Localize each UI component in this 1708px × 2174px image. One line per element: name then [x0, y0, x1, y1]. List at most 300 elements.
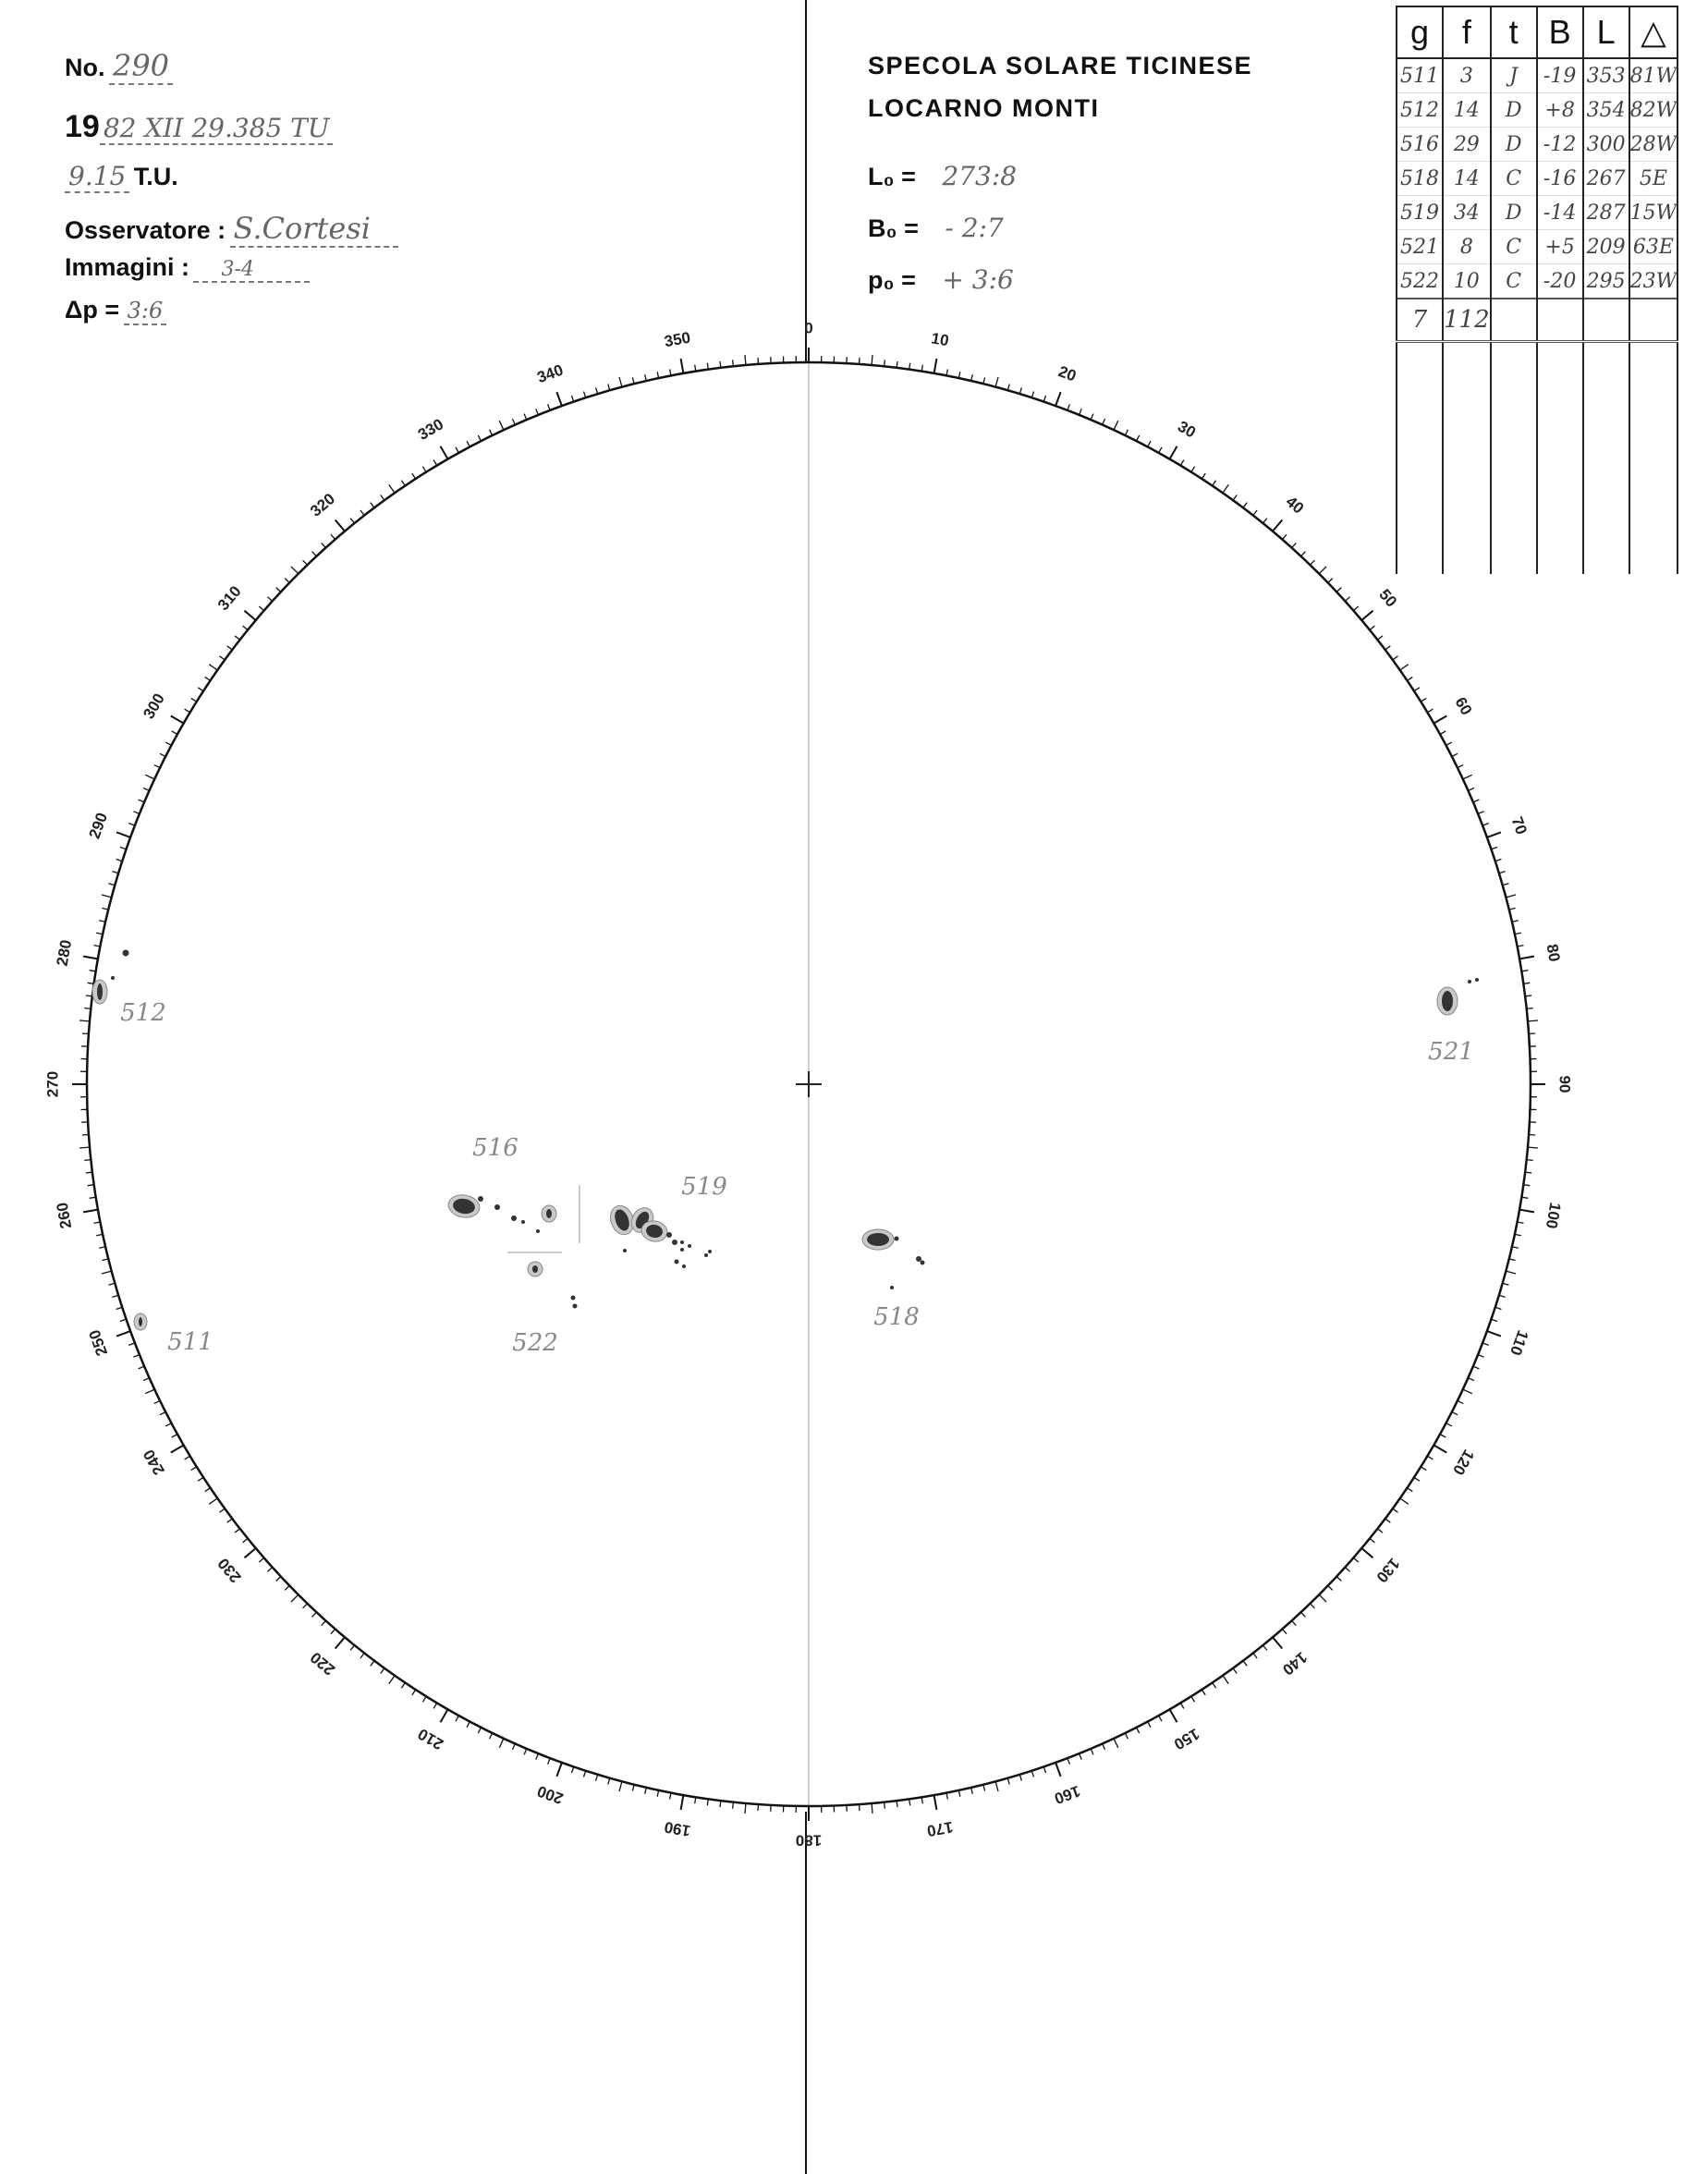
group-label-512: 512: [120, 999, 166, 1027]
scale-tick: [285, 1586, 289, 1591]
scale-tick: [1509, 1259, 1516, 1261]
scale-tick: [412, 473, 416, 479]
scale-label: 190: [663, 1817, 692, 1840]
scale-tick: [139, 800, 145, 802]
scale-tick: [1518, 946, 1524, 947]
scale-tick: [983, 1785, 985, 1791]
scale-tick: [1301, 552, 1306, 556]
scale-tick: [632, 377, 634, 384]
scale-tick: [1243, 503, 1247, 508]
scale-tick: [1469, 1378, 1474, 1381]
scale-tick: [303, 1604, 308, 1608]
scale-tick: [1159, 1716, 1162, 1721]
cell: +5: [1537, 230, 1583, 264]
scale-label: 40: [1282, 492, 1308, 518]
form-observer-label: Osservatore :: [65, 216, 226, 244]
sunspot-pore: [623, 1249, 627, 1252]
scale-label: 340: [534, 360, 566, 387]
cell: 267: [1583, 162, 1629, 196]
scale-tick: [1458, 1400, 1463, 1403]
scale-tick: [1440, 731, 1446, 734]
scale-tick: [209, 665, 217, 670]
scale-tick: [1495, 860, 1502, 861]
scale-tick: [1499, 1295, 1506, 1297]
scale-tick: [1421, 1467, 1426, 1471]
cell: 522: [1397, 264, 1443, 299]
scale-tick: [235, 636, 240, 640]
scale-tick: [1529, 1135, 1535, 1136]
scale-tick: [1499, 872, 1506, 873]
scale-tick: [165, 742, 171, 745]
scale-tick: [1137, 435, 1140, 441]
scale-tick: [116, 1307, 123, 1309]
scale-tick: [139, 1366, 145, 1369]
scale-tick: [1019, 387, 1021, 394]
scale-label: 90: [1556, 1075, 1574, 1093]
cell: 521: [1397, 230, 1443, 264]
scale-tick: [1080, 409, 1082, 415]
cell: 353: [1583, 58, 1629, 93]
scale-tick: [291, 567, 299, 574]
scale-tick: [548, 404, 551, 410]
scale-tick: [1408, 1488, 1413, 1492]
scale-tick: [412, 1690, 416, 1695]
cell: 15W: [1629, 196, 1678, 230]
param-B0-value: - 2:7: [945, 213, 1004, 243]
sunspot-pore: [675, 1260, 679, 1264]
scale-tick: [971, 374, 973, 381]
scale-label: 10: [930, 329, 951, 350]
scale-tick: [584, 392, 586, 398]
scale-tick: [548, 1758, 551, 1765]
scale-tick: [1253, 510, 1257, 516]
scale-tick: [1414, 688, 1420, 691]
param-B0-label: B₀ =: [868, 214, 919, 242]
scale-label: 180: [795, 1831, 823, 1850]
scale-tick: [422, 467, 426, 472]
scale-tick: [209, 1498, 217, 1504]
scale-tick: [371, 503, 374, 508]
col-header-B: B: [1537, 6, 1583, 58]
scale-tick: [1509, 908, 1516, 910]
scale-tick: [536, 1753, 539, 1760]
cell: 209: [1583, 230, 1629, 264]
group-label-511: 511: [167, 1328, 214, 1356]
cell: 516: [1397, 128, 1443, 162]
scale-tick: [1292, 543, 1297, 547]
cell: 81W: [1629, 58, 1678, 93]
scale-label: 270: [43, 1070, 62, 1098]
sunspot-pore: [494, 1204, 500, 1210]
scale-tick: [758, 1804, 759, 1811]
scale-tick: [160, 1412, 165, 1415]
scale-tick: [276, 1577, 281, 1582]
cell: 354: [1583, 93, 1629, 128]
sunspot-pore: [521, 1220, 525, 1224]
total-groups: 7: [1397, 299, 1443, 342]
scale-tick: [478, 1728, 481, 1733]
scale-tick: [276, 588, 281, 592]
col-header-g: g: [1397, 6, 1443, 58]
scale-tick: [331, 534, 336, 539]
scale-tick: [1446, 1423, 1452, 1426]
scale-tick: [1301, 1612, 1306, 1617]
scale-tick: [596, 1775, 598, 1781]
scale-tick: [758, 358, 759, 364]
scale-label: 330: [414, 415, 447, 444]
scale-tick: [145, 1389, 154, 1394]
param-p0-label: p₀ =: [868, 266, 916, 294]
sunspot-umbra: [1442, 991, 1453, 1011]
cell: -12: [1537, 128, 1583, 162]
sunspot-umbra: [532, 1265, 538, 1273]
scale-tick: [1427, 709, 1433, 713]
sunspot-pore: [680, 1248, 684, 1252]
scale-tick: [983, 377, 985, 384]
scale-tick: [1336, 1577, 1341, 1582]
scale-tick: [1328, 579, 1333, 583]
scale-tick: [1393, 1508, 1398, 1512]
scale-tick: [946, 370, 947, 376]
sunspot-pore: [704, 1253, 708, 1257]
scale-tick: [259, 1557, 263, 1562]
cell: D: [1491, 128, 1537, 162]
scale-tick: [1434, 716, 1446, 724]
sunspot-pore: [680, 1240, 684, 1244]
scale-tick: [1170, 446, 1177, 459]
sunspot-pore: [890, 1286, 894, 1289]
scale-tick: [1361, 1548, 1372, 1557]
scale-tick: [720, 1801, 721, 1807]
scale-tick: [1007, 385, 1009, 391]
cell: 519: [1397, 196, 1443, 230]
scale-label: 220: [307, 1648, 339, 1679]
form-dp-value: 3:6: [124, 298, 167, 325]
group-label-521: 521: [1428, 1038, 1474, 1066]
cell: 29: [1443, 128, 1491, 162]
cell: 14: [1443, 93, 1491, 128]
scale-tick: [478, 435, 481, 441]
scale-tick: [303, 560, 308, 565]
scale-tick: [154, 1400, 160, 1403]
scale-tick: [1202, 1690, 1205, 1695]
scale-tick: [82, 1033, 89, 1034]
scale-tick: [267, 1568, 272, 1572]
scale-tick: [1529, 1033, 1535, 1034]
cell: C: [1491, 162, 1537, 196]
scale-tick: [227, 1519, 233, 1522]
sunspot-pore: [536, 1229, 540, 1233]
scale-tick: [513, 419, 516, 424]
scale-tick: [243, 1539, 248, 1543]
scale-tick: [1282, 534, 1287, 539]
scale-tick: [133, 1355, 140, 1358]
scale-tick: [995, 1781, 998, 1791]
scale-tick: [102, 908, 108, 910]
scale-tick: [1091, 1749, 1093, 1755]
scale-tick: [1253, 1653, 1257, 1658]
scale-tick: [441, 446, 448, 459]
col-header-L: L: [1583, 6, 1629, 58]
scale-tick: [720, 361, 721, 368]
scale-tick: [227, 646, 233, 650]
scale-tick: [401, 1683, 405, 1689]
scale-tick: [1080, 1753, 1082, 1760]
scale-tick: [1125, 430, 1128, 435]
scale-tick: [456, 1716, 458, 1721]
scale-tick: [198, 688, 203, 691]
scale-tick: [116, 832, 130, 837]
scale-tick: [83, 957, 98, 959]
scale-label: 20: [1055, 362, 1079, 385]
scale-tick: [1202, 473, 1205, 479]
scale-tick: [172, 731, 177, 734]
scale-tick: [1213, 1683, 1216, 1689]
scale-label: 70: [1507, 814, 1531, 837]
scale-tick: [220, 656, 226, 660]
cell: -19: [1537, 58, 1583, 93]
param-p0-value: + 3:6: [942, 264, 1014, 295]
scale-tick: [381, 1668, 384, 1674]
scale-tick: [1263, 519, 1267, 523]
cell: 63E: [1629, 230, 1678, 264]
scale-tick: [934, 1795, 937, 1810]
scale-tick: [1328, 1586, 1333, 1591]
scale-tick: [312, 552, 317, 556]
scale-tick: [371, 1661, 374, 1667]
col-header-delta: △: [1629, 6, 1678, 58]
scale-tick: [619, 1781, 622, 1791]
scale-tick: [1191, 1696, 1195, 1702]
scale-tick: [1159, 447, 1162, 453]
scale-label: 110: [1507, 1327, 1532, 1358]
scale-tick: [1170, 1709, 1177, 1722]
scale-tick: [102, 1271, 112, 1274]
scale-tick: [401, 481, 405, 486]
scale-tick: [490, 430, 493, 435]
scale-tick: [94, 1222, 101, 1223]
scale-tick: [1506, 1271, 1516, 1274]
scale-tick: [467, 1722, 470, 1728]
form-number-value: 290: [109, 48, 173, 85]
cell: D: [1491, 196, 1537, 230]
sunspot-pore: [1468, 980, 1471, 983]
scale-tick: [1487, 832, 1501, 837]
scale-tick: [79, 1147, 90, 1148]
cell: 14: [1443, 162, 1491, 196]
sunspot-pore: [921, 1261, 925, 1265]
scale-tick: [82, 1135, 89, 1136]
scale-tick: [556, 392, 562, 406]
scale-tick: [1528, 1147, 1538, 1148]
cell: -20: [1537, 264, 1583, 299]
scale-tick: [322, 543, 326, 547]
form-year-prefix: 19: [65, 109, 100, 144]
scale-tick: [572, 396, 574, 402]
scale-tick: [1031, 392, 1033, 398]
cell: 300: [1583, 128, 1629, 162]
scale-tick: [171, 716, 184, 724]
scale-tick: [185, 709, 190, 713]
scale-tick: [745, 1803, 746, 1814]
scale-tick: [145, 775, 154, 779]
form-number-label: No.: [65, 54, 105, 81]
scale-label: 170: [925, 1817, 955, 1840]
cell: 10: [1443, 264, 1491, 299]
scale-tick: [381, 495, 384, 501]
scale-tick: [733, 360, 734, 366]
scale-label: 60: [1451, 694, 1476, 718]
form-time-value: 9.15: [65, 161, 129, 193]
observatory-title-line1: SPECOLA SOLARE TICINESE: [868, 52, 1253, 79]
scale-tick: [1114, 421, 1118, 430]
scale-tick: [1503, 884, 1509, 885]
scale-label: 100: [1542, 1201, 1565, 1230]
scale-tick: [99, 921, 105, 922]
scale-tick: [467, 441, 470, 446]
scale-tick: [1492, 848, 1498, 849]
scale-tick: [1282, 1629, 1287, 1633]
scale-tick: [1336, 588, 1341, 592]
scale-tick: [1068, 1758, 1070, 1765]
scale-tick: [1019, 1775, 1021, 1781]
scale-tick: [1068, 404, 1070, 410]
scale-tick: [733, 1802, 734, 1809]
sunspot-pore: [123, 950, 129, 957]
scale-tick: [1452, 1412, 1458, 1415]
cell: C: [1491, 264, 1537, 299]
scale-tick: [245, 1548, 256, 1557]
scale-tick: [596, 387, 598, 394]
form-observer-value: S.Cortesi: [230, 211, 398, 248]
scale-label: 280: [53, 938, 76, 968]
scale-tick: [1103, 1744, 1105, 1750]
scale-tick: [1525, 995, 1531, 996]
scale-tick: [1427, 1456, 1433, 1460]
scale-tick: [1408, 677, 1413, 680]
scale-tick: [1319, 567, 1326, 574]
scale-tick: [171, 1446, 184, 1453]
sunspot-pore: [688, 1244, 691, 1248]
group-label-522: 522: [512, 1329, 558, 1357]
scale-tick: [1191, 467, 1195, 472]
col-header-f: f: [1443, 6, 1491, 58]
scale-tick: [1361, 611, 1372, 620]
scale-label: 200: [534, 1781, 566, 1808]
scale-tick: [109, 884, 116, 885]
scale-tick: [524, 1749, 527, 1755]
scale-tick: [331, 1629, 336, 1633]
scale-tick: [1043, 396, 1045, 402]
scale-label: 230: [214, 1554, 245, 1586]
form-images-label: Immagini :: [65, 253, 190, 281]
scale-tick: [433, 1703, 437, 1708]
scale-tick: [1148, 1722, 1151, 1728]
scale-label: 260: [53, 1201, 76, 1230]
scale-tick: [608, 1778, 610, 1785]
scale-tick: [120, 1319, 127, 1321]
scale-tick: [1223, 484, 1228, 493]
scale-label: 210: [414, 1725, 447, 1753]
scale-tick: [1492, 1319, 1498, 1321]
scale-label: 140: [1278, 1648, 1311, 1679]
scale-tick: [1233, 495, 1237, 501]
group-label-519: 519: [681, 1173, 727, 1201]
sunspot-pore: [708, 1250, 712, 1253]
sunspot-pore: [511, 1215, 517, 1221]
scale-tick: [94, 946, 101, 947]
scale-tick: [1446, 742, 1452, 745]
solar-disk: [43, 319, 1573, 1849]
scale-tick: [422, 1696, 426, 1702]
scale-tick: [1180, 460, 1184, 466]
scale-tick: [350, 519, 354, 523]
scale-tick: [619, 377, 622, 387]
scale-tick: [946, 1793, 947, 1800]
scale-tick: [1503, 1283, 1509, 1285]
scale-tick: [389, 1676, 395, 1684]
scale-label: 80: [1543, 942, 1564, 963]
scale-tick: [360, 1653, 364, 1658]
scale-tick: [1311, 1604, 1315, 1608]
scale-tick: [670, 370, 671, 376]
scale-tick: [1055, 392, 1061, 406]
cell: 34: [1443, 196, 1491, 230]
scale-tick: [245, 611, 256, 620]
scale-tick: [102, 895, 112, 898]
scale-tick: [99, 1247, 105, 1249]
scale-tick: [884, 1802, 885, 1809]
scale-tick: [499, 1739, 504, 1748]
scale-tick: [995, 377, 998, 387]
scale-tick: [1055, 1763, 1061, 1777]
scale-label: 320: [307, 489, 339, 520]
sunspot-pore: [1475, 978, 1479, 982]
scale-tick: [1482, 1343, 1489, 1346]
scale-tick: [1473, 800, 1480, 802]
scale-tick: [1292, 1620, 1297, 1625]
scale-tick: [1263, 1645, 1267, 1650]
scale-tick: [1400, 665, 1409, 670]
scale-tick: [1243, 1661, 1247, 1667]
scale-tick: [1345, 597, 1349, 602]
scale-tick: [1463, 775, 1472, 779]
scale-tick: [1233, 1668, 1237, 1674]
scale-tick: [456, 447, 458, 453]
scale-tick: [235, 1529, 240, 1533]
scale-label: 290: [85, 810, 112, 841]
cell: 23W: [1629, 264, 1678, 299]
scale-tick: [267, 597, 272, 602]
sunspot-pore: [571, 1296, 576, 1301]
scale-tick: [1519, 1210, 1534, 1213]
scale-tick: [1478, 812, 1484, 814]
scale-tick: [191, 1467, 197, 1471]
scale-tick: [109, 1283, 116, 1285]
scale-label: 300: [140, 690, 168, 723]
scale-tick: [1469, 788, 1474, 791]
scale-tick: [116, 1331, 130, 1337]
scale-tick: [1385, 646, 1391, 650]
scale-tick: [1440, 1435, 1446, 1437]
sunspot-pore: [682, 1264, 686, 1268]
scale-label: 160: [1052, 1781, 1083, 1808]
scale-tick: [1114, 1739, 1118, 1748]
scale-tick: [1148, 441, 1151, 446]
form-date-value: 82 XII 29.385 TU: [100, 113, 334, 145]
col-header-t: t: [1491, 6, 1537, 58]
cell: J: [1491, 58, 1537, 93]
